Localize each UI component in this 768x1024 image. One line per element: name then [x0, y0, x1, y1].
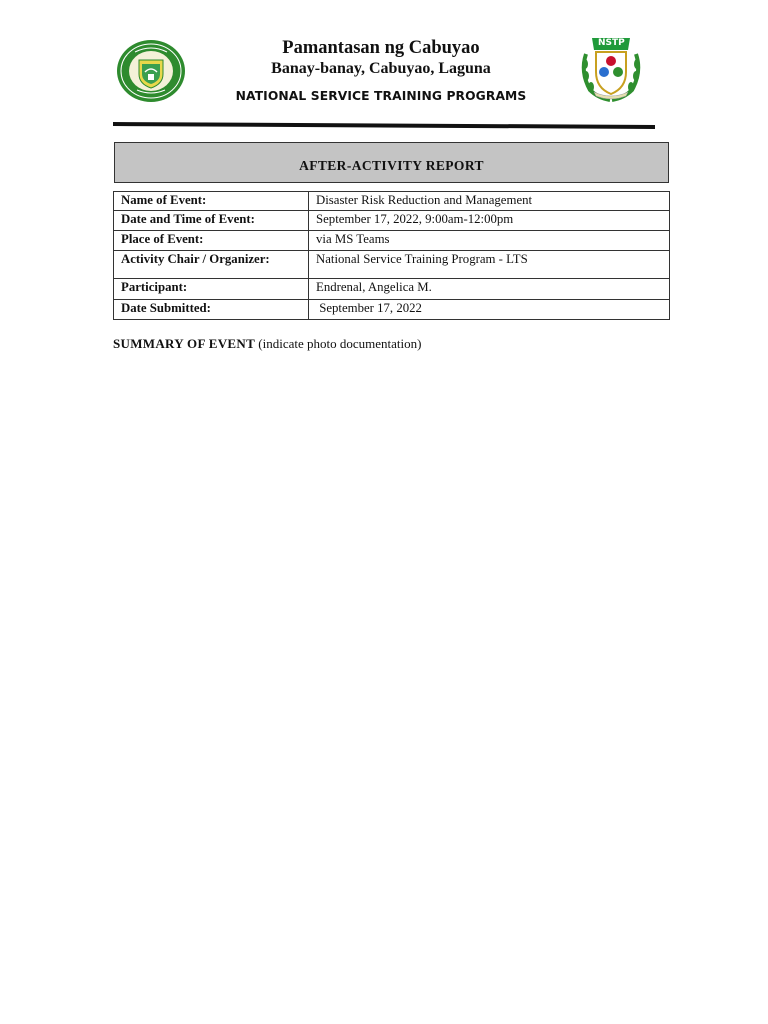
summary-heading — [113, 336, 421, 352]
detail-value: National Service Training Program - LTS — [309, 251, 670, 279]
table-row — [114, 231, 670, 251]
table-row — [114, 300, 670, 320]
event-details-table — [113, 191, 670, 320]
table-row — [114, 211, 670, 231]
detail-label: Date Submitted: — [114, 300, 309, 320]
nstp-logo-text: NSTP — [598, 38, 625, 48]
detail-label: Activity Chair / Organizer: — [114, 251, 309, 279]
header-divider — [113, 120, 655, 129]
detail-label: Name of Event: — [114, 192, 309, 211]
table-row — [114, 279, 670, 300]
letterhead — [188, 36, 574, 104]
summary-label: SUMMARY OF EVENT — [113, 336, 256, 351]
nstp-logo-icon — [576, 34, 646, 102]
summary-note: (indicate photo documentation) — [258, 336, 422, 351]
detail-value: September 17, 2022 — [309, 300, 670, 320]
report-title-box — [114, 142, 669, 183]
university-address: Banay-banay, Cabuyao, Laguna — [271, 60, 491, 77]
university-seal-icon — [115, 38, 187, 104]
detail-label: Participant: — [114, 279, 309, 300]
detail-value: September 17, 2022, 9:00am-12:00pm — [309, 211, 670, 231]
detail-label: Date and Time of Event: — [114, 211, 309, 231]
table-row — [114, 192, 670, 211]
detail-label: Place of Event: — [114, 231, 309, 251]
program-name: NATIONAL SERVICE TRAINING PROGRAMS — [235, 89, 527, 103]
report-title: AFTER-ACTIVITY REPORT — [299, 158, 484, 173]
table-row — [114, 251, 670, 279]
detail-value: Disaster Risk Reduction and Management — [309, 192, 670, 211]
detail-value: Endrenal, Angelica M. — [309, 279, 670, 300]
detail-value: via MS Teams — [309, 231, 670, 251]
university-name: Pamantasan ng Cabuyao — [282, 38, 480, 58]
